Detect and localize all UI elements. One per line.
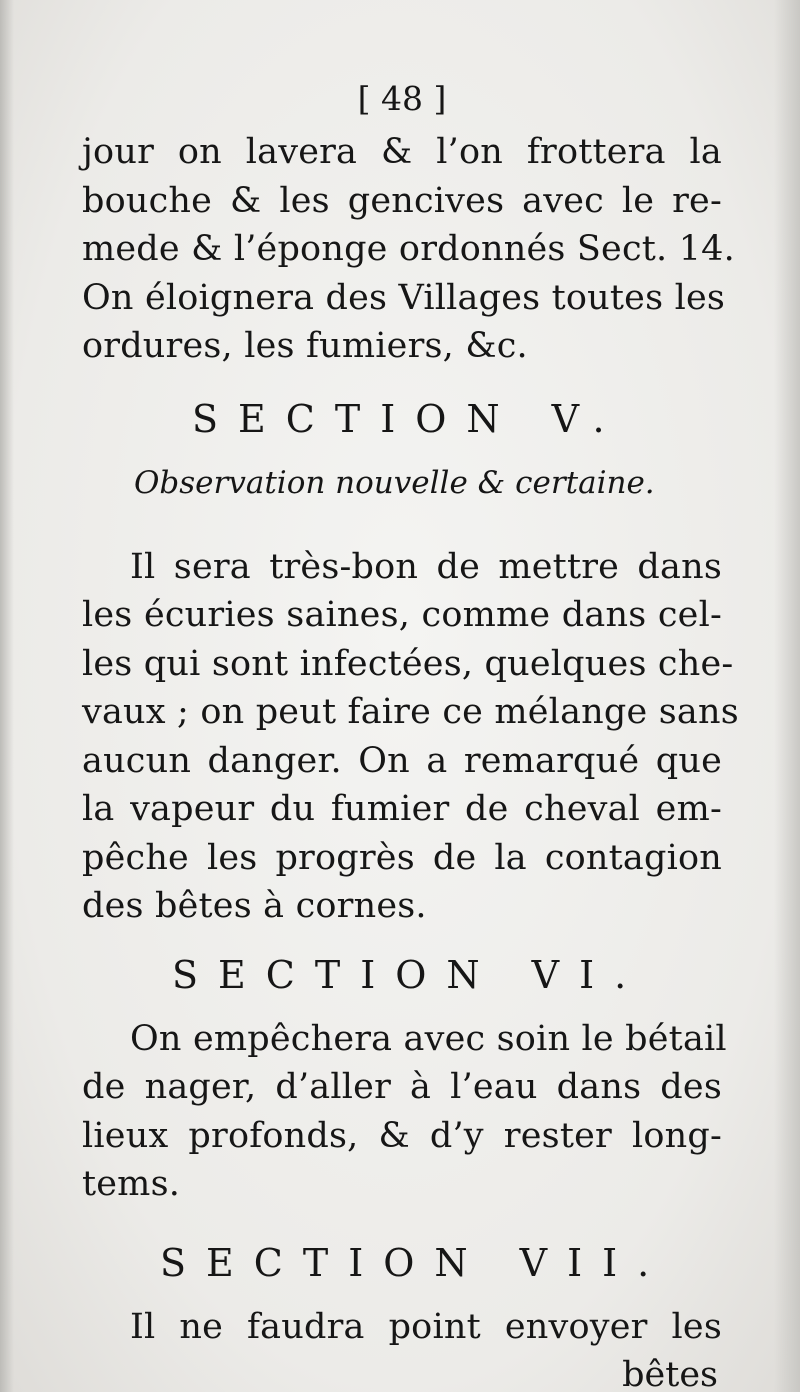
page-text bbox=[82, 78, 739, 1392]
text-line: les écuries saines, comme dans cel- bbox=[82, 595, 722, 635]
text-line: lieux profonds, & d’y rester long- bbox=[82, 1115, 722, 1156]
text-line: la vapeur du fumier de cheval em- bbox=[82, 789, 722, 829]
section-7-body bbox=[82, 1303, 722, 1352]
text-line: ordures, les fumiers, &c. bbox=[82, 326, 528, 366]
text-line: Il sera très-bon de mettre dans bbox=[130, 546, 722, 587]
text-line: jour on lavera & l’on frottera la bbox=[82, 132, 722, 172]
page-edge-shadow-left bbox=[0, 0, 14, 1392]
text-line: pêche les progrès de la contagion bbox=[82, 837, 722, 878]
text-line: On éloignera des Villages toutes les bbox=[82, 277, 726, 318]
text-line: tems. bbox=[82, 1164, 181, 1204]
text-line: On empêchera avec soin le bétail bbox=[130, 1018, 727, 1059]
section-heading-6: SECTION VI. bbox=[172, 952, 647, 997]
section-heading-5: SECTION V. bbox=[192, 396, 625, 441]
text-line: vaux ; on peut faire ce mélange sans bbox=[82, 692, 739, 732]
text-line: des bêtes à cornes. bbox=[82, 886, 427, 926]
text-line: aucun danger. On a remarqué que bbox=[82, 740, 722, 781]
section-heading-7: SECTION VII. bbox=[160, 1240, 670, 1285]
section-6-body bbox=[82, 1015, 727, 1209]
text-line: bouche & les gencives avec le re- bbox=[82, 180, 722, 221]
section-4-continuation bbox=[82, 128, 735, 371]
section-5-body bbox=[82, 543, 739, 931]
text-line: les qui sont infectées, quelques che- bbox=[82, 643, 734, 684]
text-line: Il ne faudra point envoyer les bbox=[130, 1306, 722, 1347]
text-line: mede & l’éponge ordonnés Sect. 14. bbox=[82, 229, 735, 269]
page-edge-shadow-right bbox=[774, 0, 800, 1392]
section-subtitle: Observation nouvelle & certaine. bbox=[134, 464, 655, 501]
page-number: [ 48 ] bbox=[357, 79, 447, 118]
catchword: bêtes bbox=[622, 1355, 718, 1392]
text-line: de nager, d’aller à l’eau dans des bbox=[82, 1067, 722, 1107]
